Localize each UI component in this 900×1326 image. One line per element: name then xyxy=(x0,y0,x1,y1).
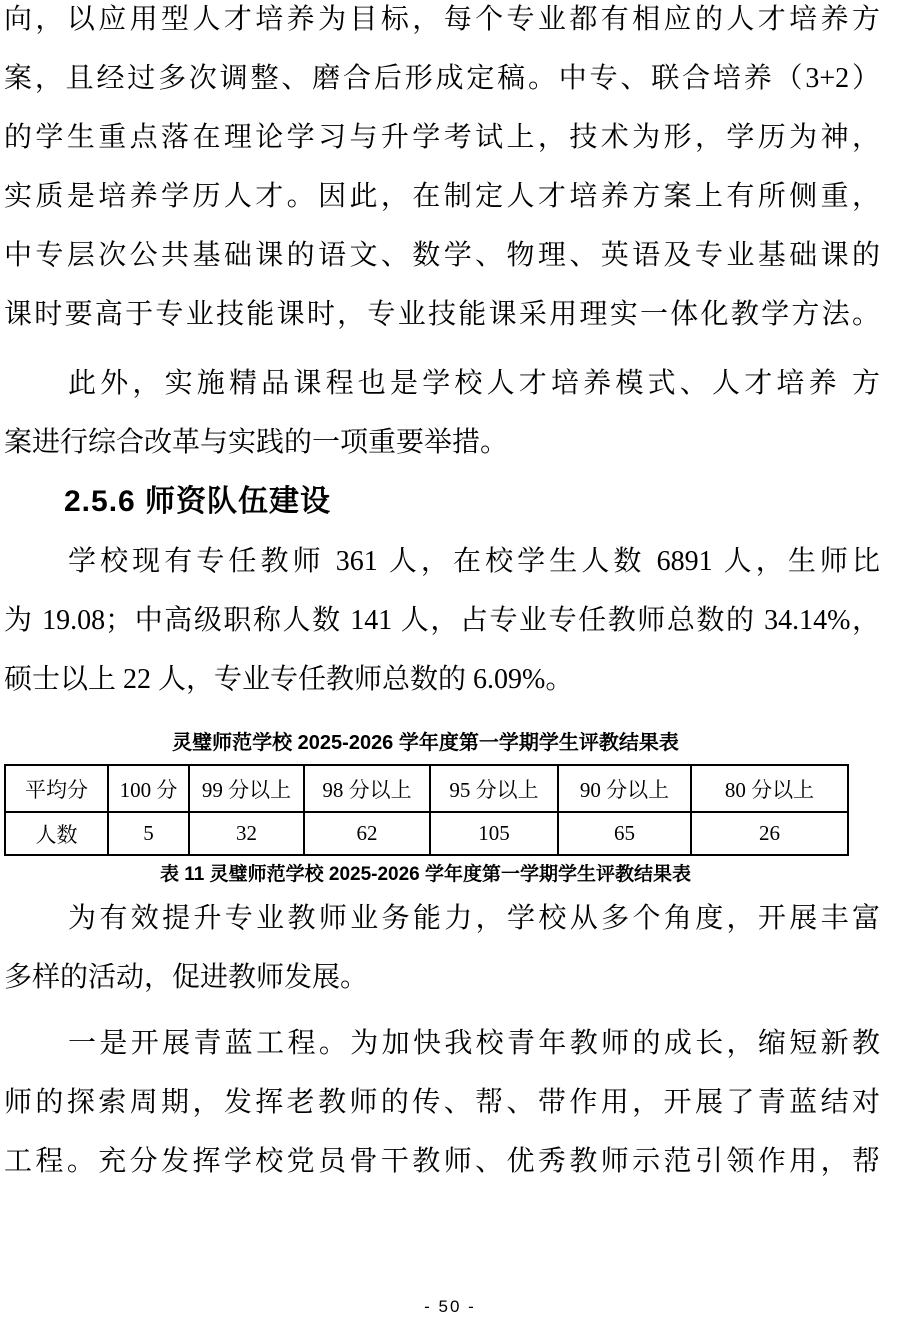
header-cell-98plus: 98 分以上 xyxy=(304,765,430,812)
header-cell-100: 100 分 xyxy=(108,765,189,812)
row-label-renshu: 人数 xyxy=(5,812,108,855)
text-line: 为有效提升专业教师业务能力，学校从多个角度，开展丰富 xyxy=(68,903,880,934)
count-cell: 26 xyxy=(691,812,848,855)
text-line: 工程。充分发挥学校党员骨干教师、优秀教师示范引领作用，帮 xyxy=(4,1146,880,1177)
header-cell-90plus: 90 分以上 xyxy=(558,765,691,812)
paragraph-teacher-development xyxy=(4,889,880,1007)
text-line: 的学生重点落在理论学习与升学考试上，技术为形，学历为神， xyxy=(4,122,880,153)
table-header-row xyxy=(5,765,848,812)
header-cell-80plus: 80 分以上 xyxy=(691,765,848,812)
text-line: 中专层次公共基础课的语文、数学、物理、英语及专业基础课的 xyxy=(4,240,880,271)
section-heading-2-5-6: 2.5.6 师资队伍建设 xyxy=(64,485,332,518)
count-cell: 5 xyxy=(108,812,189,855)
evaluation-results-table xyxy=(4,764,849,856)
count-cell: 62 xyxy=(304,812,430,855)
text-line: 案进行综合改革与实践的一项重要举措。 xyxy=(4,427,509,458)
text-line: 向，以应用型人才培养为目标，每个专业都有相应的人才培养方 xyxy=(4,4,880,35)
paragraph-qinglan-project xyxy=(4,1014,880,1191)
header-cell-99plus: 99 分以上 xyxy=(189,765,304,812)
text-line: 实质是培养学历人才。因此，在制定人才培养方案上有所侧重， xyxy=(4,181,880,212)
count-cell: 105 xyxy=(430,812,558,855)
paragraph-talent-plan xyxy=(4,0,880,344)
text-line: 硕士以上 22 人，专业专任教师总数的 6.09%。 xyxy=(4,664,574,695)
text-line: 案，且经过多次调整、磨合后形成定稿。中专、联合培养（3+2） xyxy=(4,63,880,94)
table-title: 灵璧师范学校 2025-2026 学年度第一学期学生评教结果表 xyxy=(172,732,679,754)
table-caption: 表 11 灵璧师范学校 2025-2026 学年度第一学期学生评教结果表 xyxy=(159,864,692,885)
table-row-counts xyxy=(5,812,848,855)
count-cell: 32 xyxy=(189,812,304,855)
header-cell-95plus: 95 分以上 xyxy=(430,765,558,812)
text-line: 为 19.08；中高级职称人数 141 人，占专业专任教师总数的 34.14%， xyxy=(4,605,880,636)
header-cell-average: 平均分 xyxy=(5,765,108,812)
text-line: 此外，实施精品课程也是学校人才培养模式、人才培养 方 xyxy=(68,368,880,399)
text-line: 多样的活动，促进教师发展。 xyxy=(4,962,369,993)
count-cell: 65 xyxy=(558,812,691,855)
page-number: - 50 - xyxy=(424,1297,476,1316)
page-content xyxy=(4,0,880,1191)
text-line: 学校现有专任教师 361 人，在校学生人数 6891 人，生师比 xyxy=(68,546,880,577)
text-line: 师的探索周期，发挥老教师的传、帮、带作用，开展了青蓝结对 xyxy=(4,1087,880,1118)
text-line: 课时要高于专业技能课时，专业技能课采用理实一体化教学方法。 xyxy=(4,299,880,330)
text-line: 一是开展青蓝工程。为加快我校青年教师的成长，缩短新教 xyxy=(68,1028,880,1059)
paragraph-teacher-stats xyxy=(4,532,880,709)
paragraph-premium-courses xyxy=(4,354,880,472)
